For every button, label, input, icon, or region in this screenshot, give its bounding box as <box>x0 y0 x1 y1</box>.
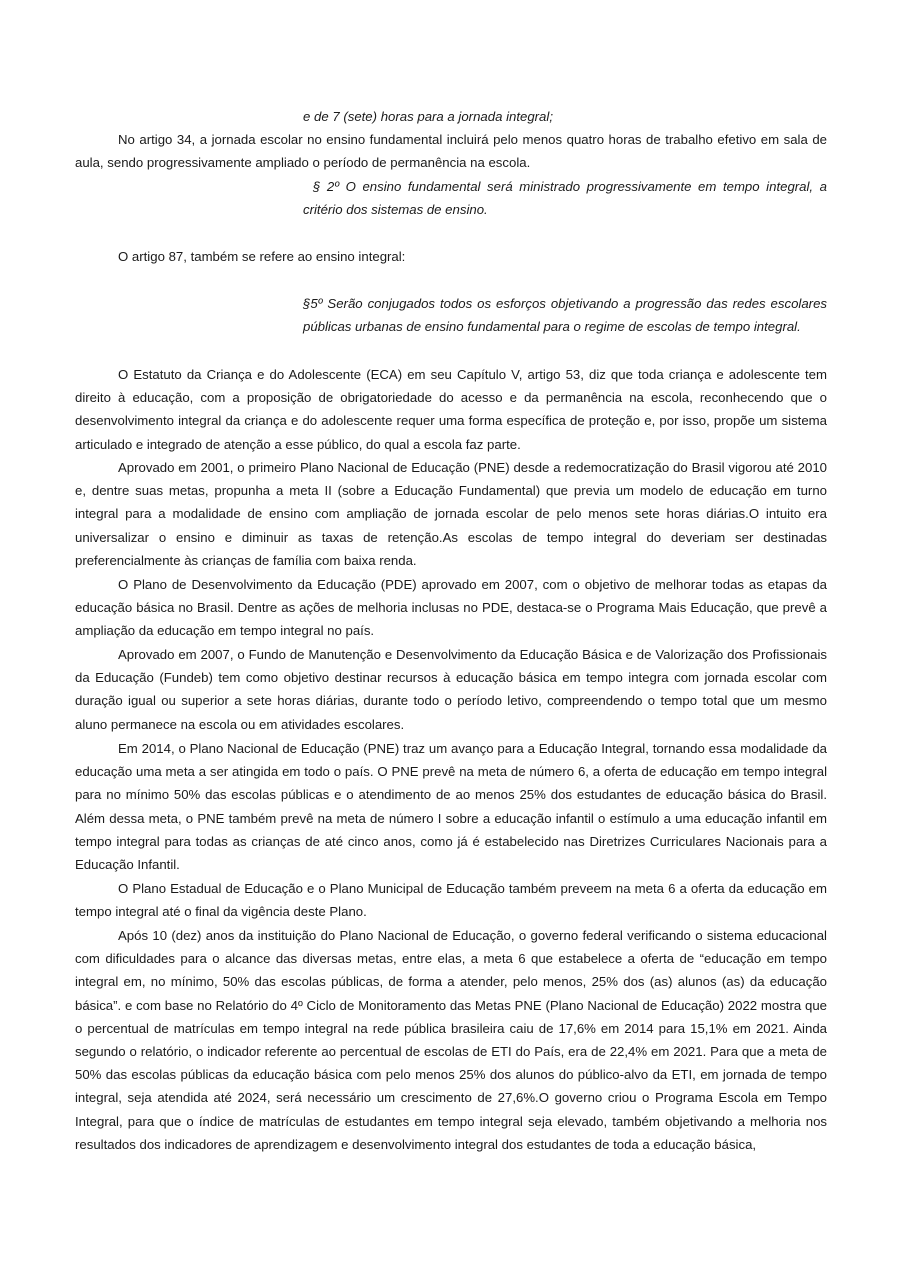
paragraph-plano-estadual: O Plano Estadual de Educação e o Plano Municipal de Educação também preveem na meta 6 a oferta da educação em tempo integral até o final da vigência deste Plano. <box>75 881 827 920</box>
paragraph-eca: O Estatuto da Criança e do Adolescente (ECA) em seu Capítulo V, artigo 53, diz que toda criança e adolescente tem direito à educação, com a proposição de obrigatoriedade do acesso e da permanência na escola, reconhecendo que o desenvolvimento integral da criança e do adolescente requer uma forma específica de proteção e, por isso, propõe um sistema articulado e integrado de atenção a esse público, do qual a escola faz parte. <box>75 367 827 452</box>
quote-paragraph-2: § 2º O ensino fundamental será ministrado progressivamente em tempo integral, a critério dos sistemas de ensino. <box>303 179 827 217</box>
quote-continuation: e de 7 (sete) horas para a jornada integral; <box>303 109 553 124</box>
paragraph-fundeb: Aprovado em 2007, o Fundo de Manutenção e Desenvolvimento da Educação Básica e de Valorização dos Profissionais da Educação (Fundeb) tem como objetivo destinar recursos à educação básica em tempo integra com jornada escolar com duração igual ou superior a sete horas diárias, durante todo o período letivo, compreendendo o tempo total que um mesmo aluno permanece na escola ou em atividades escolares. <box>75 647 827 732</box>
paragraph-artigo-87: O artigo 87, também se refere ao ensino integral: <box>118 249 406 264</box>
paragraph-artigo-34: No artigo 34, a jornada escolar no ensino fundamental incluirá pelo menos quatro horas de trabalho efetivo em sala de aula, sendo progressivamente ampliado o período de permanência na escola. <box>75 132 827 171</box>
paragraph-pne-2014: Em 2014, o Plano Nacional de Educação (PNE) traz um avanço para a Educação Integral, tornando essa modalidade da educação uma meta a ser atingida em todo o país. O PNE prevê na meta de número 6, a oferta de educação em tempo integral para no mínimo 50% das escolas públicas e o atendimento de ao menos 25% dos estudantes de educação básica do Brasil. Além dessa meta, o PNE também prevê na meta de número I sobre a educação infantil o estímulo a uma educação infantil em tempo integral para todas as crianças de até cinco anos, como já é estabelecido nas Diretrizes Curriculares Nacionais para a Educação Infantil. <box>75 741 827 873</box>
paragraph-apos-10-anos: Após 10 (dez) anos da instituição do Plano Nacional de Educação, o governo federal verificando o sistema educacional com dificuldades para o alcance das diversas metas, entre elas, a meta 6 que estabelece a oferta de “educação em tempo integral em, no mínimo, 50% das escolas públicas, de forma a atender, pelo menos, 25% dos (as) alunos (as) da educação básica”. e com base no Relatório do 4º Ciclo de Monitoramento das Metas PNE (Plano Nacional de Educação) 2022 mostra que o percentual de matrículas em tempo integral na rede pública brasileira caiu de 17,6% em 2014 para 15,1% em 2021. Ainda segundo o relatório, o indicador referente ao percentual de escolas de ETI do País, era de 22,4% em 2021. Para que a meta de 50% das escolas públicas da educação básica com pelo menos 25% dos alunos do público-alvo da ETI, em jornada de tempo integral, seja atendida até 2024, será necessário um crescimento de 27,6%.O governo criou o Programa Escola em Tempo Integral, para que o índice de matrículas de estudantes em tempo integral seja elevado, também objetivando a melhoria nos resultados dos indicadores de aprendizagem e desenvolvimento integral dos estudantes de toda a educação básica, <box>75 928 827 1152</box>
quote-paragraph-5: §5º Serão conjugados todos os esforços objetivando a progressão das redes escolares públicas urbanas de ensino fundamental para o regime de escolas de tempo integral. <box>303 296 827 334</box>
paragraph-pne-2001: Aprovado em 2001, o primeiro Plano Nacional de Educação (PNE) desde a redemocratização do Brasil vigorou até 2010 e, dentre suas metas, propunha a meta II (sobre a Educação Fundamental) que previa um modelo de educação em turno integral para a modalidade de ensino com ampliação de jornada escolar de pelo menos sete horas diárias.O intuito era universalizar o ensino e diminuir as taxas de retenção.As escolas de tempo integral do deveriam ser destinadas preferencialmente às crianças de família com baixa renda. <box>75 460 827 568</box>
paragraph-pde: O Plano de Desenvolvimento da Educação (PDE) aprovado em 2007, com o objetivo de melhorar todas as etapas da educação básica no Brasil. Dentre as ações de melhoria inclusas no PDE, destaca-se o Programa Mais Educação, que prevê a ampliação da educação em tempo integral no país. <box>75 577 827 639</box>
